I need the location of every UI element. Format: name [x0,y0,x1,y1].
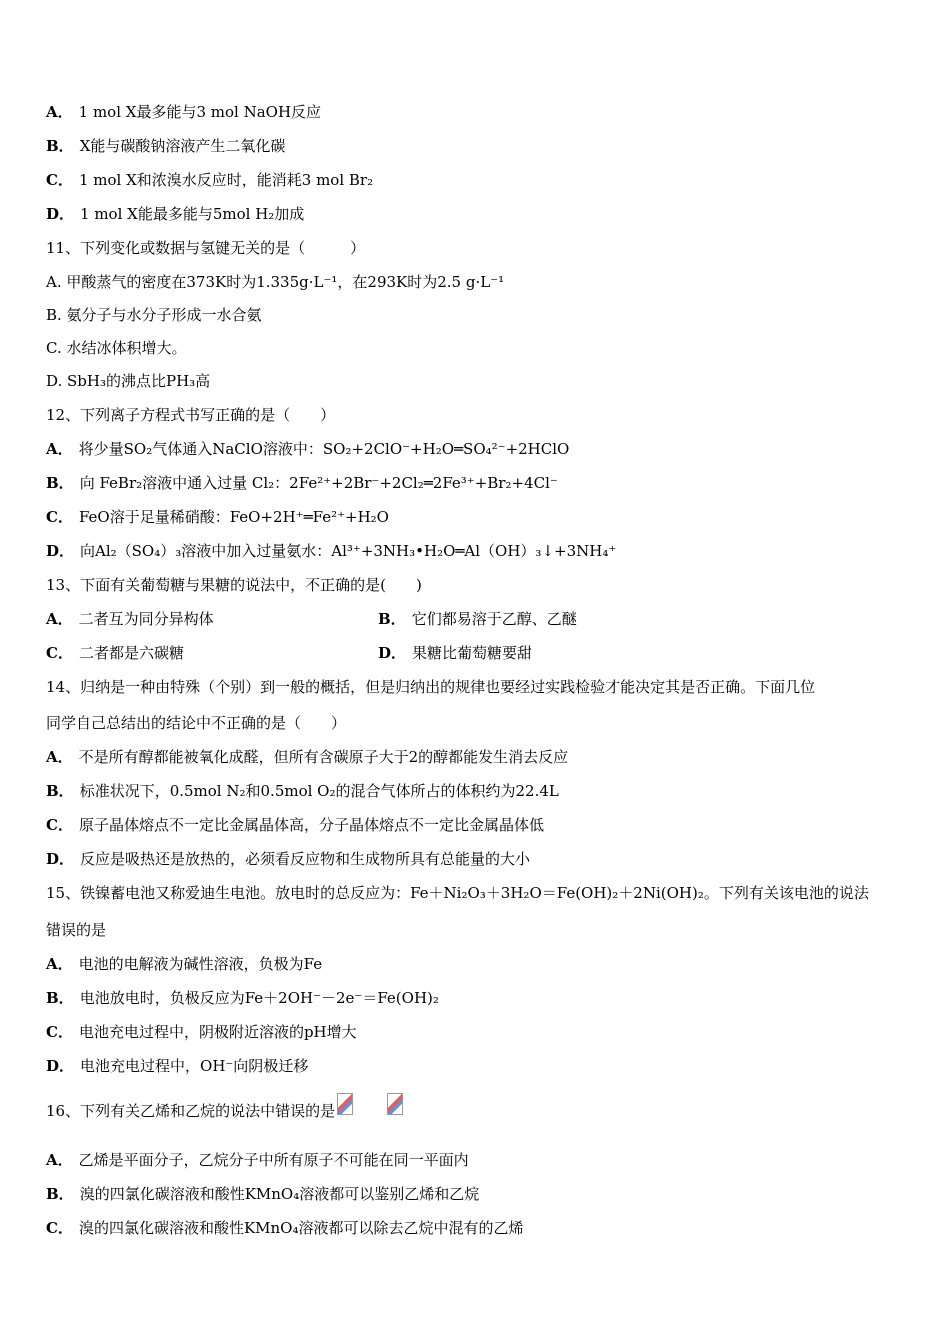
q15-stem-line-1: 15、铁镍蓄电池又称爱迪生电池。放电时的总反应为：Fe＋Ni₂O₃＋3H₂O＝Fe(OH)₂＋2Ni(OH)₂。下列有关该电池的说法 [46,884,869,902]
q14-stem-line-1: 14、归纳是一种由特殊（个别）到一般的概括，但是归纳出的规律也要经过实践检验才能决定其是否正确。下面几位 [46,678,816,696]
q14-option-a: A． 不是所有醇都能被氧化成醛，但所有含碳原子大于2的醇都能发生消去反应 [46,748,569,766]
q11-option-a: A. 甲酸蒸气的密度在373K时为1.335g·L⁻¹，在293K时为2.5 g·L⁻¹ [46,273,505,291]
q12-option-c: C． FeO溶于足量稀硝酸：FeO+2H⁺═Fe²⁺+H₂O [46,508,389,526]
q15-option-a: A． 电池的电解液为碱性溶液，负极为Fe [46,955,323,973]
q14-option-c: C． 原子晶体熔点不一定比金属晶体高，分子晶体熔点不一定比金属晶体低 [46,816,544,834]
q11-option-b: B. 氨分子与水分子形成一水合氨 [46,306,262,324]
q11-stem: 11、下列变化或数据与氢键无关的是（ ） [46,239,366,257]
q13-stem: 13、下面有关葡萄糖与果糖的说法中，不正确的是( ) [46,576,422,594]
q12-option-a: A． 将少量SO₂气体通入NaClO溶液中：SO₂+2ClO⁻+H₂O═SO₄²⁻+2HClO [46,440,570,458]
q11-option-c: C. 水结冰体积增大。 [46,339,187,357]
q10-option-b: B． X能与碳酸钠溶液产生二氧化碳 [46,137,286,155]
q10-option-a: A． 1 mol X最多能与3 mol NaOH反应 [46,103,322,121]
q10-option-c: C． 1 mol X和浓溴水反应时，能消耗3 mol Br₂ [46,171,374,189]
q12-stem: 12、下列离子方程式书写正确的是（ ） [46,406,336,424]
q15-option-b: B． 电池放电时，负极反应为Fe＋2OH⁻－2e⁻＝Fe(OH)₂ [46,989,439,1007]
q15-option-d: D． 电池充电过程中，OH⁻向阴极迁移 [46,1057,309,1075]
q12-option-b: B． 向 FeBr₂溶液中通入过量 Cl₂：2Fe²⁺+2Br⁻+2Cl₂═2Fe³⁺+Br₂+4Cl⁻ [46,474,558,492]
q13-option-b: B． 它们都易溶于乙醇、乙醚 [378,610,577,628]
q14-option-b: B． 标准状况下，0.5mol N₂和0.5mol O₂的混合气体所占的体积约为22.4L [46,782,559,800]
q10-option-d: D． 1 mol X能最多能与5mol H₂加成 [46,205,305,223]
q16-option-a: A． 乙烯是平面分子，乙烷分子中所有原子不可能在同一平面内 [46,1151,469,1169]
q13-option-d: D． 果糖比葡萄糖要甜 [378,644,533,662]
broken-image-icon [337,1093,353,1115]
q16-option-b: B． 溴的四氯化碳溶液和酸性KMnO₄溶液都可以鉴别乙烯和乙烷 [46,1185,480,1203]
q14-option-d: D． 反应是吸热还是放热的，必须看反应物和生成物所具有总能量的大小 [46,850,531,868]
q12-option-d: D． 向Al₂（SO₄）₃溶液中加入过量氨水：Al³⁺+3NH₃•H₂O═Al（OH）₃↓+3NH₄⁺ [46,542,617,560]
q13-options-row-2: C． 二者都是六碳糖 D． 果糖比葡萄糖要甜 [46,644,533,662]
q11-option-d: D. SbH₃的沸点比PH₃高 [46,372,211,390]
q16-stem: 16、下列有关乙烯和乙烷的说法中错误的是 [46,1093,403,1129]
q14-stem-line-2: 同学自己总结出的结论中不正确的是（ ） [46,714,347,732]
broken-image-icon [387,1093,403,1115]
q15-stem-line-2: 错误的是 [46,921,107,939]
q16-option-c: C． 溴的四氯化碳溶液和酸性KMnO₄溶液都可以除去乙烷中混有的乙烯 [46,1219,524,1237]
q15-option-c: C． 电池充电过程中，阴极附近溶液的pH增大 [46,1023,357,1041]
q13-options-row-1: A． 二者互为同分异构体 B． 它们都易溶于乙醇、乙醚 [46,610,577,628]
